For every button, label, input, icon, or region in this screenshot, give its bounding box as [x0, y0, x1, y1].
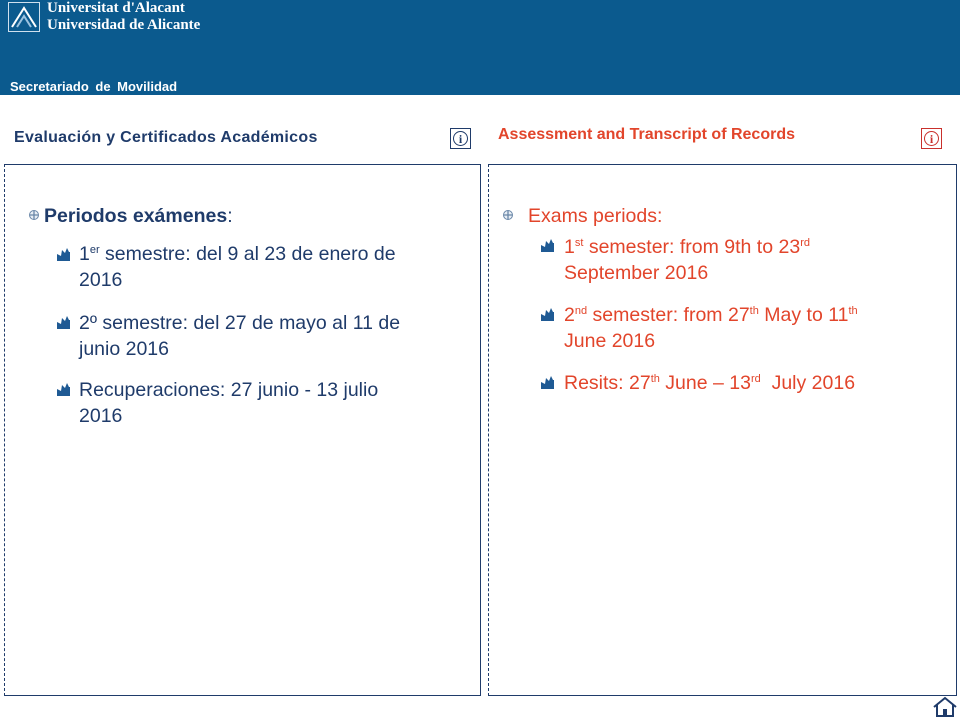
- university-name: [47, 0, 200, 34]
- second-semester-line2: June 2016: [564, 330, 656, 352]
- university-name-line1: Universitat d'Alacant: [47, 0, 185, 16]
- semester1-line2: 2016: [79, 269, 123, 291]
- resits-item: [79, 377, 378, 429]
- arrow-bullet-icon: [540, 307, 555, 322]
- resits-en-text: Resits: 27: [564, 372, 651, 394]
- bullet-icon: [502, 209, 514, 221]
- semester2-line1: 2º semestre: del 27 de mayo al 11 de: [79, 312, 401, 334]
- heading-bold: Periodos exámenes: [44, 205, 228, 227]
- department-name: Secretariado de Movilidad: [10, 79, 178, 94]
- second-semester-text2: May to 11: [758, 304, 849, 326]
- resits-line1: Recuperaciones: 27 junio - 13 julio: [79, 379, 379, 401]
- second-semester-item: [564, 302, 858, 354]
- bullet-icon: [28, 209, 40, 221]
- resits-en-sup: th: [650, 373, 660, 385]
- first-semester-sup: st: [574, 237, 584, 249]
- resits-line2: 2016: [79, 405, 123, 427]
- arrow-bullet-icon: [540, 375, 555, 390]
- arrow-bullet-icon: [56, 382, 71, 397]
- semester1-number: 1: [79, 243, 90, 265]
- exam-periods-heading: [44, 203, 233, 229]
- semester2-line2: junio 2016: [79, 338, 169, 360]
- resits-en-text3: July 2016: [760, 372, 856, 394]
- resits-en-text2: June – 13: [659, 372, 751, 394]
- university-logo-icon: [8, 2, 40, 32]
- university-name-line2: Universidad de Alicante: [47, 17, 201, 33]
- english-section-title: Assessment and Transcript of Records: [498, 126, 795, 143]
- home-icon[interactable]: [932, 696, 958, 718]
- second-semester-sup: nd: [574, 305, 588, 317]
- spanish-section-title: Evaluación y Certificados Académicos: [14, 129, 318, 146]
- semester2-item: [79, 310, 400, 362]
- first-semester-sup2: rd: [800, 237, 810, 249]
- second-semester-sup3: th: [848, 305, 858, 317]
- first-semester-line2: September 2016: [564, 262, 709, 284]
- first-semester-text: semester: from 9th to 23: [583, 236, 801, 258]
- semester1-line1: [79, 241, 396, 267]
- resits-en-sup2: rd: [750, 373, 761, 385]
- arrow-bullet-icon: [540, 238, 555, 253]
- first-semester-number: 1: [564, 236, 575, 258]
- heading-colon: :: [227, 205, 233, 227]
- info-icon[interactable]: i: [450, 128, 471, 149]
- first-semester-item: [564, 234, 810, 286]
- arrow-bullet-icon: [56, 315, 71, 330]
- second-semester-sup2: th: [749, 305, 759, 317]
- info-icon[interactable]: i: [921, 128, 942, 149]
- semester1-text: semestre: del 9 al 23 de enero de: [99, 243, 396, 265]
- second-semester-line1: [564, 302, 858, 328]
- second-semester-text: semester: from 27: [587, 304, 750, 326]
- semester1-item: [79, 241, 396, 293]
- header-banner: [0, 0, 960, 95]
- second-semester-number: 2: [564, 304, 575, 326]
- arrow-bullet-icon: [56, 247, 71, 262]
- exams-periods-heading: Exams periods:: [528, 205, 663, 227]
- semester1-sup: er: [89, 244, 100, 256]
- resits-en-item: [564, 370, 855, 396]
- first-semester-line1: [564, 234, 810, 260]
